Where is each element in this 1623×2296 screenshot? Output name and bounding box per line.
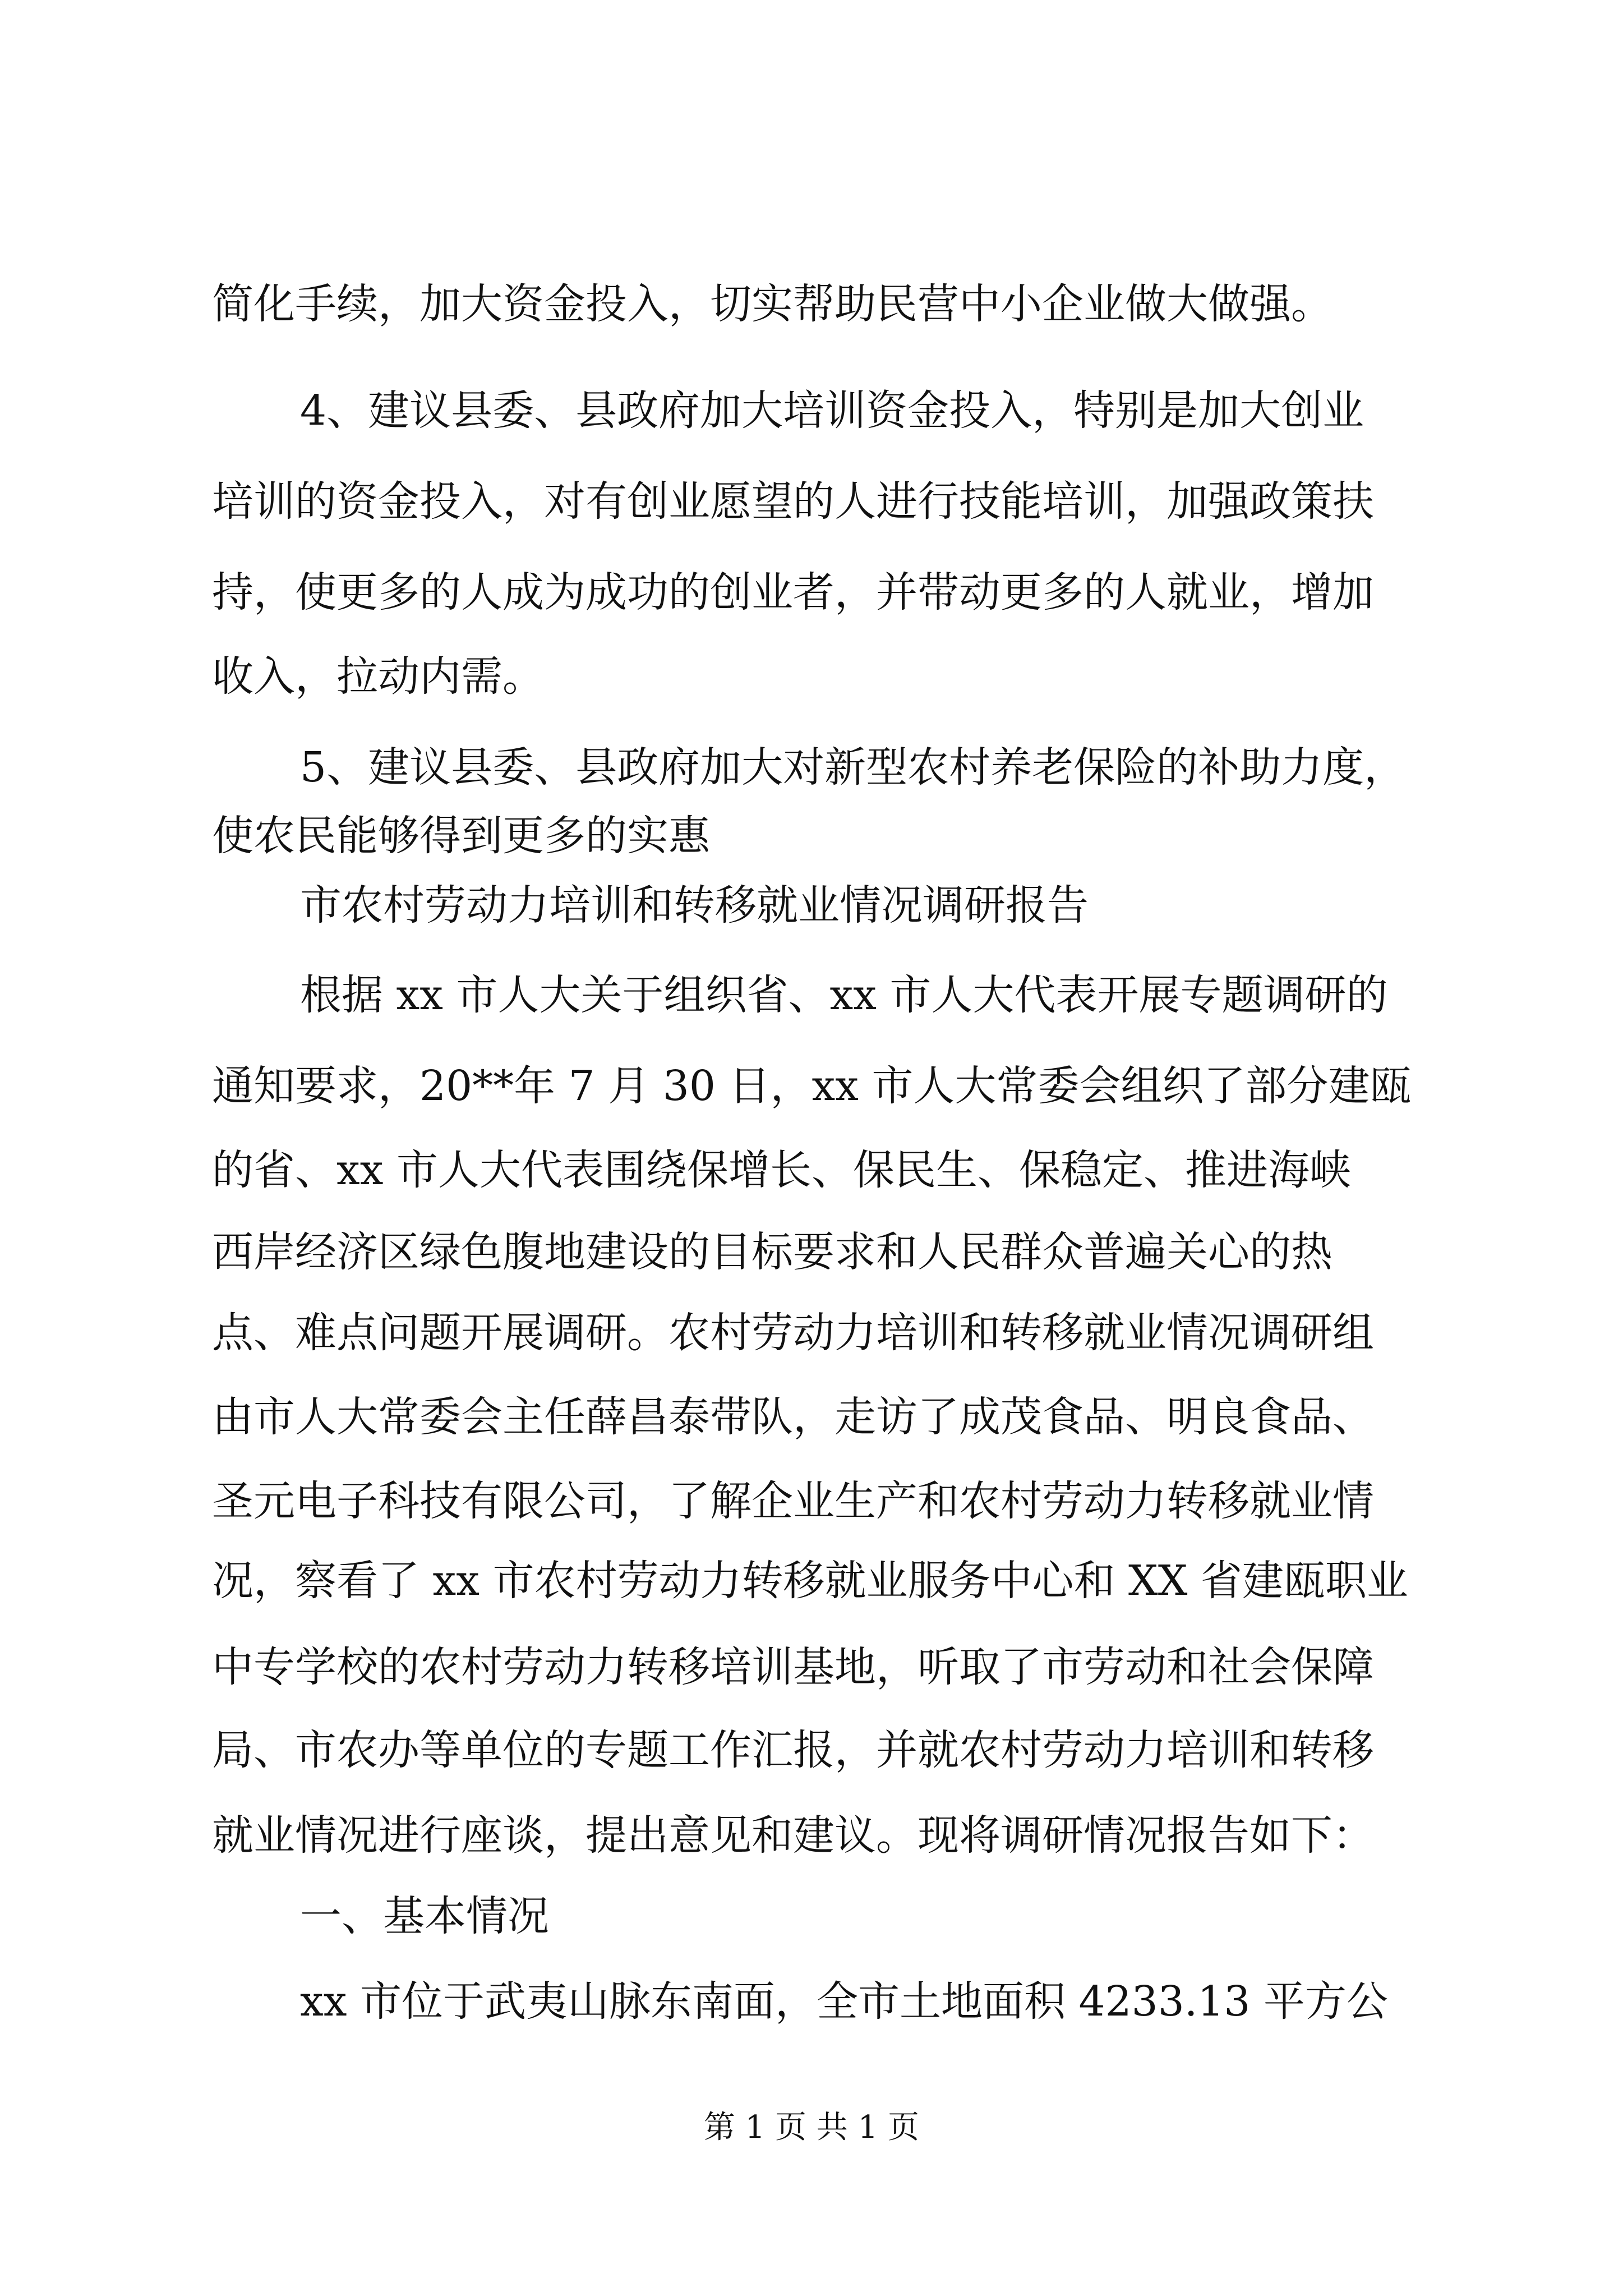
text-line: 况，察看了 xx 市农村劳动力转移就业服务中心和 XX 省建瓯职业 (212, 1557, 1408, 1605)
text-line: xx 市位于武夷山脉东南面，全市土地面积 4233.13 平方公 (300, 1977, 1389, 2026)
text-line: 由市人大常委会主任薛昌泰带队，走访了成茂食品、明良食品、 (212, 1393, 1374, 1441)
text-line: 就业情况进行座谈，提出意见和建议。现将调研情况报告如下： (212, 1811, 1374, 1860)
text-line: 使农民能够得到更多的实惠 (212, 812, 710, 860)
text-line: 根据 xx 市人大关于组织省、xx 市人大代表开展专题调研的 (300, 971, 1388, 1019)
text-line: 持，使更多的人成为成功的创业者，并带动更多的人就业，增加 (212, 568, 1374, 616)
text-line: 5、建议县委、县政府加大对新型农村养老保险的补助力度， (300, 743, 1406, 792)
text-line: 通知要求，20**年 7 月 30 日，xx 市人大常委会组织了部分建瓯 (212, 1062, 1412, 1110)
text-line: 4、建议县委、县政府加大培训资金投入，特别是加大创业 (300, 386, 1364, 435)
page-footer: 第 1 页 共 1 页 (703, 2109, 920, 2146)
text-line: 的省、xx 市人大代表围绕保增长、保民生、保稳定、推进海峡 (212, 1146, 1351, 1194)
section-heading: 一、基本情况 (300, 1892, 549, 1940)
text-line: 市农村劳动力培训和转移就业情况调研报告 (300, 881, 1089, 930)
text-line: 中专学校的农村劳动力转移培训基地，听取了市劳动和社会保障 (212, 1643, 1374, 1691)
text-line: 简化手续，加大资金投入，切实帮助民营中小企业做大做强。 (212, 280, 1332, 328)
text-line: 西岸经济区绿色腹地建设的目标要求和人民群众普遍关心的热 (212, 1228, 1332, 1276)
text-line: 收入，拉动内需。 (212, 652, 544, 701)
text-line: 培训的资金投入，对有创业愿望的人进行技能培训，加强政策扶 (212, 477, 1374, 526)
text-line: 局、市农办等单位的专题工作汇报，并就农村劳动力培训和转移 (212, 1726, 1374, 1774)
text-line: 点、难点问题开展调研。农村劳动力培训和转移就业情况调研组 (212, 1309, 1374, 1357)
text-line: 圣元电子科技有限公司，了解企业生产和农村劳动力转移就业情 (212, 1477, 1374, 1525)
